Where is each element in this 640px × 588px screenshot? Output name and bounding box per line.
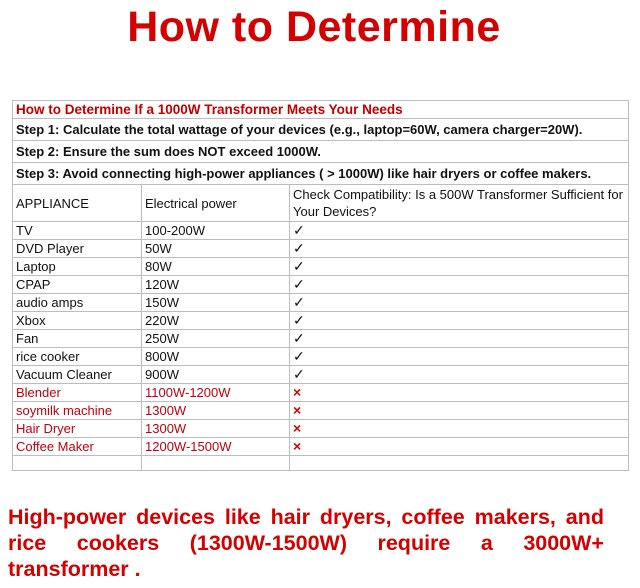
checkmark-icon: ✓ <box>293 276 305 292</box>
checkmark-icon: ✓ <box>293 294 305 310</box>
power-cell: 250W <box>142 330 290 348</box>
page-title: How to Determine <box>127 3 501 51</box>
power-cell: 1300W <box>142 402 290 420</box>
step-1-text: Step 1: Calculate the total wattage of your devices (e.g., laptop=60W, camera charger=20W). <box>13 119 629 141</box>
step-3-text: Step 3: Avoid connecting high-power appliances ( > 1000W) like hair dryers or coffee makers. <box>13 163 629 185</box>
table-row <box>13 402 629 420</box>
table-header-row <box>13 185 629 222</box>
empty-cell <box>13 456 142 471</box>
check-cell <box>290 366 629 384</box>
check-cell <box>290 240 629 258</box>
checkmark-icon: ✓ <box>293 222 305 238</box>
table-row <box>13 348 629 366</box>
appliance-cell: TV <box>13 222 142 240</box>
appliance-cell: Laptop <box>13 258 142 276</box>
check-cell <box>290 258 629 276</box>
power-cell: 220W <box>142 312 290 330</box>
power-cell: 50W <box>142 240 290 258</box>
check-cell <box>290 330 629 348</box>
power-cell: 150W <box>142 294 290 312</box>
warning-note: High-power devices like hair dryers, coffee makers, and rice cookers (1300W-1500W) require a 3000W+ transformer . <box>8 505 604 581</box>
checkmark-icon: ✓ <box>293 312 305 328</box>
cross-icon: × <box>293 420 302 436</box>
column-header-compatibility: Check Compatibility: Is a 500W Transformer Sufficient for Your Devices? <box>290 185 629 222</box>
checkmark-icon: ✓ <box>293 366 305 382</box>
power-cell: 1300W <box>142 420 290 438</box>
check-cell <box>290 312 629 330</box>
check-cell <box>290 420 629 438</box>
check-cell <box>290 276 629 294</box>
table-subtitle: How to Determine If a 1000W Transformer Meets Your Needs <box>13 101 629 119</box>
power-cell: 80W <box>142 258 290 276</box>
power-cell: 800W <box>142 348 290 366</box>
checkmark-icon: ✓ <box>293 258 305 274</box>
power-cell: 120W <box>142 276 290 294</box>
check-cell <box>290 294 629 312</box>
cross-icon: × <box>293 402 302 418</box>
check-cell <box>290 402 629 420</box>
appliance-cell: Coffee Maker <box>13 438 142 456</box>
appliance-cell: DVD Player <box>13 240 142 258</box>
step-row <box>13 163 629 185</box>
step-row <box>13 119 629 141</box>
table-row <box>13 222 629 240</box>
table-row <box>13 294 629 312</box>
appliance-cell: soymilk machine <box>13 402 142 420</box>
column-header-power: Electrical power <box>142 185 290 222</box>
checkmark-icon: ✓ <box>293 330 305 346</box>
check-cell <box>290 348 629 366</box>
table-row <box>13 384 629 402</box>
table-row <box>13 420 629 438</box>
checkmark-icon: ✓ <box>293 348 305 364</box>
empty-cell <box>290 456 629 471</box>
power-cell: 1200W-1500W <box>142 438 290 456</box>
cross-icon: × <box>293 384 302 400</box>
appliance-cell: Vacuum Cleaner <box>13 366 142 384</box>
cross-icon: × <box>293 438 302 454</box>
table-row <box>13 330 629 348</box>
appliance-cell: rice cooker <box>13 348 142 366</box>
table-row <box>13 258 629 276</box>
table-row <box>13 438 629 456</box>
compatibility-table <box>12 100 629 471</box>
table-subtitle-row <box>13 101 629 119</box>
empty-row <box>13 456 629 471</box>
checkmark-icon: ✓ <box>293 240 305 256</box>
table-row <box>13 240 629 258</box>
check-cell <box>290 384 629 402</box>
check-cell <box>290 222 629 240</box>
power-cell: 900W <box>142 366 290 384</box>
column-header-appliance: APPLIANCE <box>13 185 142 222</box>
appliance-cell: Blender <box>13 384 142 402</box>
table-row <box>13 366 629 384</box>
power-cell: 100-200W <box>142 222 290 240</box>
appliance-cell: CPAP <box>13 276 142 294</box>
appliance-cell: Xbox <box>13 312 142 330</box>
step-row <box>13 141 629 163</box>
step-2-text: Step 2: Ensure the sum does NOT exceed 1000W. <box>13 141 629 163</box>
appliance-cell: audio amps <box>13 294 142 312</box>
check-cell <box>290 438 629 456</box>
empty-cell <box>142 456 290 471</box>
table-row <box>13 312 629 330</box>
power-cell: 1100W-1200W <box>142 384 290 402</box>
appliance-cell: Hair Dryer <box>13 420 142 438</box>
appliance-cell: Fan <box>13 330 142 348</box>
table-row <box>13 276 629 294</box>
